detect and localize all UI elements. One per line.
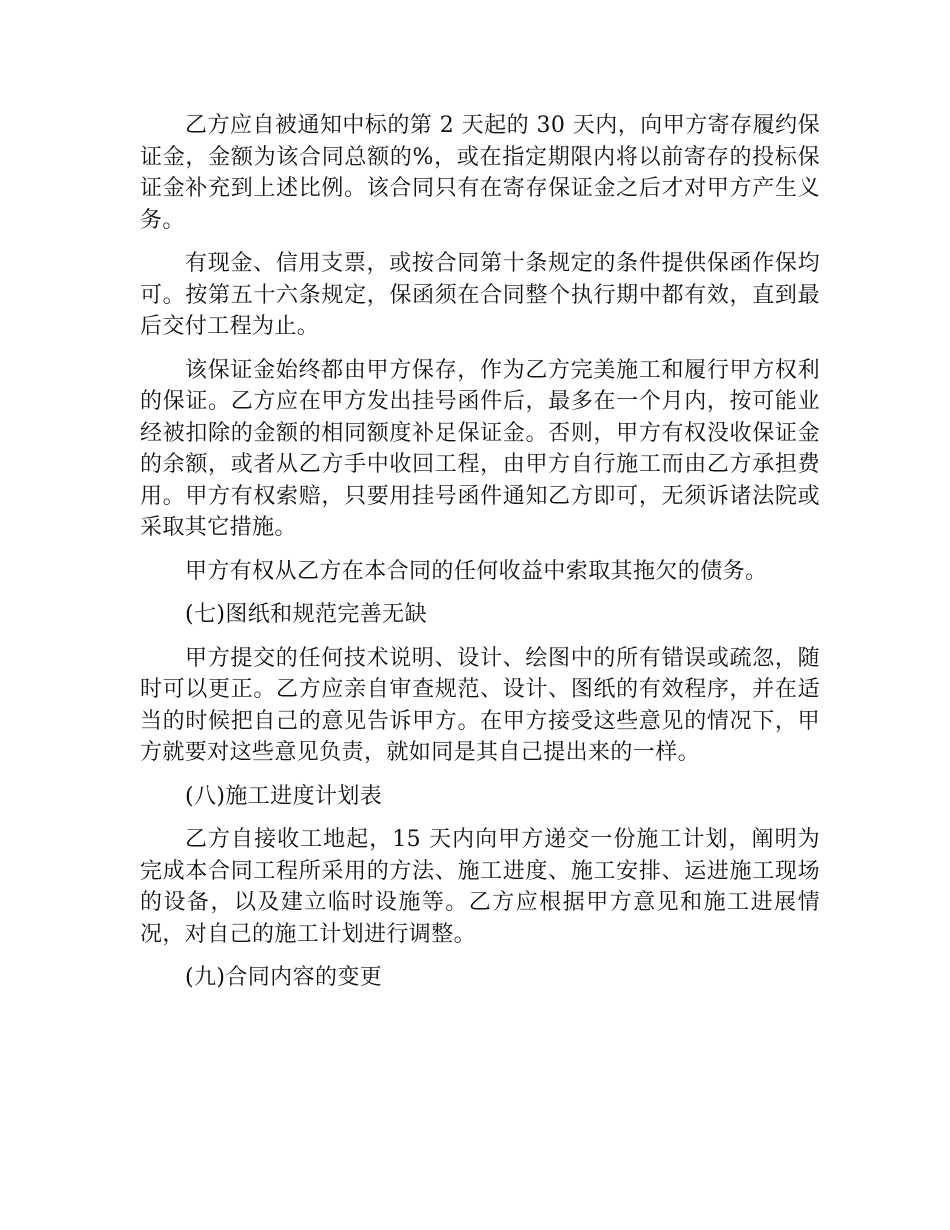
document-body xyxy=(140,110,820,1006)
paragraph-bond-forms: 有现金、信用支票，或按合同第十条规定的条件提供保函作保均可。按第五十六条规定，保函须在合同整个执行期中都有效，直到最后交付工程为止。 xyxy=(140,251,820,339)
paragraph-schedule: 乙方自接收工地起，15 天内向甲方递交一份施工计划，阐明为完成本合同工程所采用的方法、施工进度、施工安排、运进施工现场的设备，以及建立临时设施等。乙方应根据甲方意见和施工进展情况，对自己的施工计划进行调整。 xyxy=(140,827,820,947)
section-heading-drawings: (七)图纸和规范完善无缺 xyxy=(185,602,427,627)
paragraph-debt-recovery: 甲方有权从乙方在本合同的任何收益中索取其拖欠的债务。 xyxy=(185,558,768,584)
section-heading-changes: (九)合同内容的变更 xyxy=(185,965,383,990)
section-heading-schedule: (八)施工进度计划表 xyxy=(185,783,383,809)
paragraph-bond-custody: 该保证金始终都由甲方保存，作为乙方完美施工和履行甲方权利的保证。乙方应在甲方发出挂号函件后，最多在一个月内，按可能业经被扣除的金额的相同额度补足保证金。否则，甲方有权没收保证金的余额，或者从乙方手中收回工程，由甲方自行施工而由乙方承担费用。甲方有权索赔，只要用挂号函件通知乙方即可，无须诉诸法院或采取其它措施。 xyxy=(140,357,820,540)
paragraph-drawings: 甲方提交的任何技术说明、设计、绘图中的所有错误或疏忽，随时可以更正。乙方应亲自审查规范、设计、图纸的有效程序，并在适当的时候把自己的意见告诉甲方。在甲方接受这些意见的情况下，甲方就要对这些意见负责，就如同是其自己提出来的一样。 xyxy=(140,645,820,765)
paragraph-performance-bond: 乙方应自被通知中标的第 2 天起的 30 天内，向甲方寄存履约保证金，金额为该合同总额的%，或在指定期限内将以前寄存的投标保证金补充到上述比例。该合同只有在寄存保证金之后才对甲方产生义务。 xyxy=(140,113,820,233)
